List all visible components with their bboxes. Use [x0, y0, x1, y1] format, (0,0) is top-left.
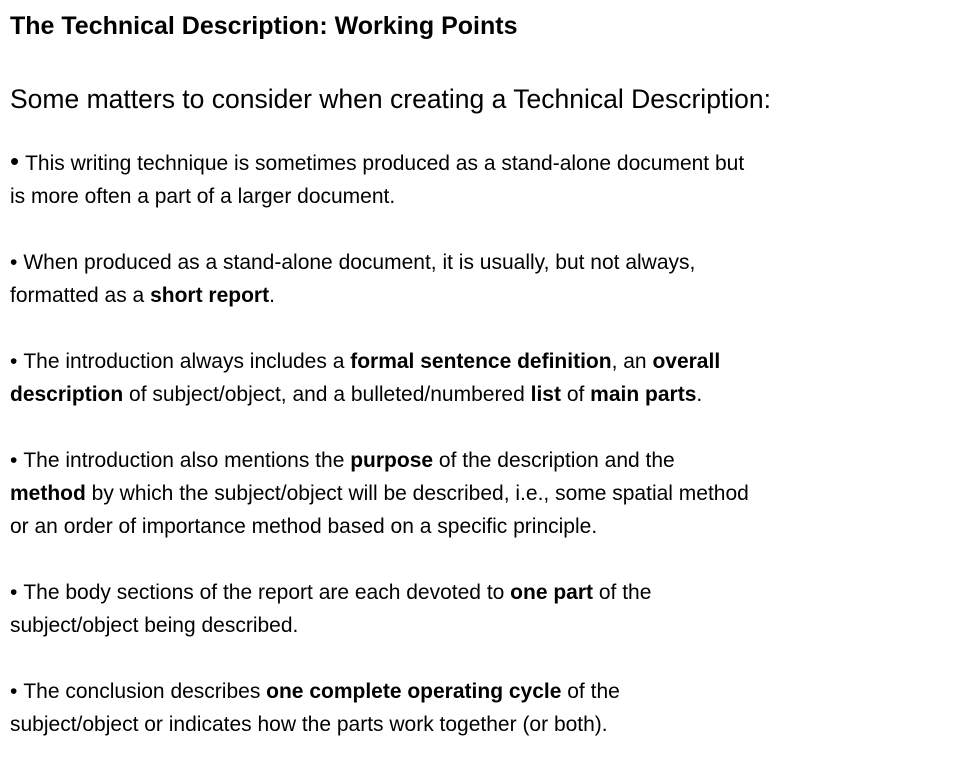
bullet-bold-text: one part: [510, 581, 594, 604]
bullet-list: [10, 145, 955, 774]
slide-subtitle: Some matters to consider when creating a Technical Description:: [10, 84, 772, 114]
bullet-text: of the: [593, 581, 652, 604]
bullet-text: .: [269, 284, 275, 307]
bullet-item: [10, 675, 955, 741]
bullet-text: The body sections of the report are each devoted to: [23, 581, 511, 604]
bullet-text: subject/object being described.: [10, 614, 299, 637]
bullet-line: [10, 246, 955, 279]
slide-title: The Technical Description: Working Points: [10, 12, 518, 40]
bullet-text: of the description and the: [433, 449, 675, 472]
bullet-line: [10, 477, 955, 510]
bullet-text: The conclusion describes: [23, 680, 267, 703]
bullet-text: The introduction always includes a: [23, 350, 351, 373]
bullet-line: [10, 675, 955, 708]
bullet-text: formatted as a: [10, 284, 151, 307]
bullet-marker: •: [10, 350, 18, 373]
bullet-text: of: [560, 383, 591, 406]
bullet-marker: •: [10, 581, 18, 604]
bullet-text: The introduction also mentions the: [23, 449, 351, 472]
bullet-marker: •: [10, 146, 20, 176]
bullet-line: [10, 444, 955, 477]
bullet-bold-text: one complete operating cycle: [266, 680, 562, 703]
bullet-item: [10, 345, 955, 411]
bullet-item: [10, 246, 955, 312]
bullet-text: This writing technique is sometimes produced as a stand-alone document but: [25, 152, 745, 175]
bullet-line: [10, 576, 955, 609]
bullet-line: [10, 510, 955, 543]
bullet-marker: •: [10, 680, 18, 703]
bullet-bold-text: formal sentence definition: [350, 350, 612, 373]
bullet-bold-text: purpose: [350, 449, 434, 472]
bullet-text: .: [696, 383, 703, 406]
bullet-text: is more often a part of a larger document.: [10, 185, 396, 208]
bullet-item: [10, 576, 955, 642]
bullet-line: [10, 345, 955, 378]
bullet-marker: •: [10, 449, 18, 472]
bullet-text: When produced as a stand-alone document, it is usually, but not always,: [23, 251, 696, 274]
bullet-bold-text: method: [10, 482, 86, 505]
bullet-bold-text: main parts: [590, 383, 697, 406]
bullet-line: [10, 378, 955, 411]
bullet-text: , an: [611, 350, 653, 373]
bullet-line: [10, 145, 955, 180]
bullet-item: [10, 444, 955, 543]
bullet-text: by which the subject/object will be described, i.e., some spatial method: [85, 482, 749, 505]
bullet-text: subject/object or indicates how the parts work together (or both).: [10, 713, 608, 736]
bullet-text: or an order of importance method based on a specific principle.: [10, 515, 598, 538]
bullet-text: of subject/object, and a bulleted/numbered: [123, 383, 531, 406]
bullet-bold-text: short report: [150, 284, 270, 307]
bullet-bold-text: list: [530, 383, 561, 406]
bullet-text: of the: [561, 680, 620, 703]
bullet-marker: •: [10, 251, 18, 274]
bullet-bold-text: description: [10, 383, 124, 406]
bullet-line: [10, 609, 955, 642]
bullet-item: [10, 145, 955, 213]
bullet-line: [10, 708, 955, 741]
bullet-line: [10, 180, 955, 213]
bullet-bold-text: overall: [652, 350, 721, 373]
bullet-line: [10, 279, 955, 312]
